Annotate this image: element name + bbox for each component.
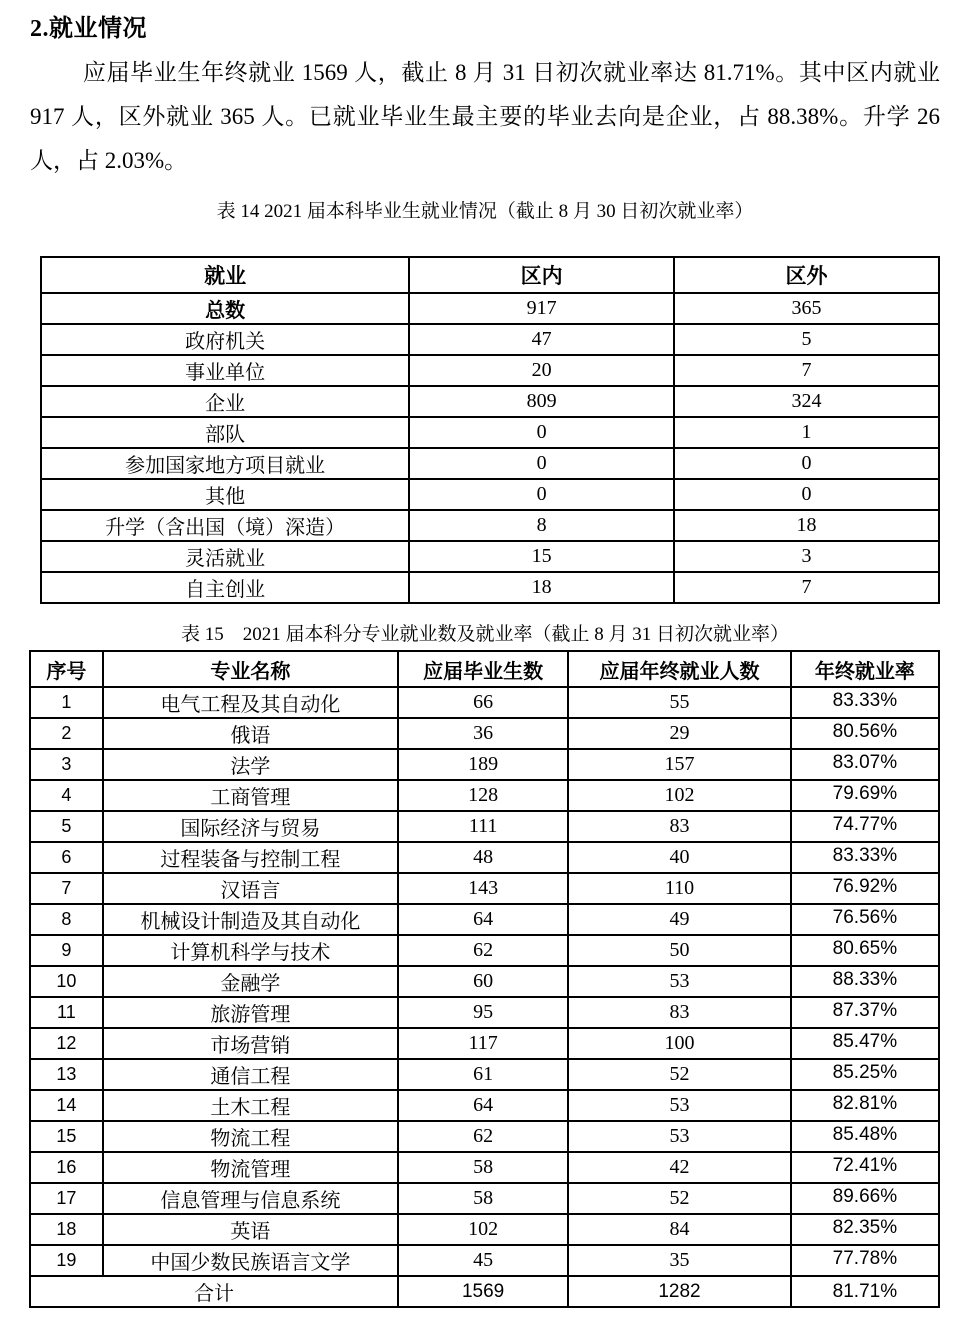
- table15-no-cell: 10: [30, 966, 103, 997]
- table15-total-rate-cell: 81.71%: [791, 1276, 939, 1307]
- table15-major-cell: 计算机科学与技术: [103, 935, 398, 966]
- table15-row: [30, 718, 939, 749]
- table15-no-cell: 5: [30, 811, 103, 842]
- table15-caption: 表 15 2021 届本科分专业就业数及就业率（截止 8 月 31 日初次就业率）: [180, 624, 789, 645]
- table15-employed-cell: 55: [568, 687, 791, 718]
- table15-rate-cell: 82.81%: [791, 1090, 939, 1121]
- table14-inside-value-cell: 0: [409, 417, 674, 448]
- table15-row: [30, 1121, 939, 1152]
- table15-employed-cell: 29: [568, 718, 791, 749]
- table15-row: [30, 1245, 939, 1276]
- table15-row: [30, 1152, 939, 1183]
- table14-outside-value-cell: 324: [674, 386, 939, 417]
- table15-employed-cell: 49: [568, 904, 791, 935]
- table15-major-cell: 通信工程: [103, 1059, 398, 1090]
- table14-outside-value-cell: 7: [674, 572, 939, 603]
- table14-row: [41, 572, 939, 603]
- table15-graduates-cell: 45: [398, 1245, 568, 1276]
- table14-category-cell: 政府机关: [41, 324, 409, 355]
- table14-inside-value-cell: 0: [409, 448, 674, 479]
- table15-row: [30, 749, 939, 780]
- table15-major-cell: 中国少数民族语言文学: [103, 1245, 398, 1276]
- table15-graduates-cell: 117: [398, 1028, 568, 1059]
- table15-major-cell: 土木工程: [103, 1090, 398, 1121]
- table15-no-cell: 8: [30, 904, 103, 935]
- table14-row: [41, 386, 939, 417]
- employment-summary-paragraph: 应届毕业生年终就业 1569 人，截止 8 月 31 日初次就业率达 81.71%。其中区内就业 917 人，区外就业 365 人。已就业毕业生最主要的毕业去向是企业，占 88.38%。升学 26 人，占 2.03%。: [30, 60, 940, 173]
- table15-major-cell: 物流工程: [103, 1121, 398, 1152]
- table15-no-cell: 7: [30, 873, 103, 904]
- table15-major-cell: 过程装备与控制工程: [103, 842, 398, 873]
- table14-category-cell: 参加国家地方项目就业: [41, 448, 409, 479]
- table14-row: [41, 510, 939, 541]
- table15-no-cell: 9: [30, 935, 103, 966]
- table15-row: [30, 904, 939, 935]
- table15-employed-cell: 83: [568, 997, 791, 1028]
- table14-outside-value-cell: 7: [674, 355, 939, 386]
- table15-no-cell: 3: [30, 749, 103, 780]
- table15-graduates-cell: 128: [398, 780, 568, 811]
- table15-graduates-cell: 36: [398, 718, 568, 749]
- table15-graduates-cell: 61: [398, 1059, 568, 1090]
- table15-employed-cell: 35: [568, 1245, 791, 1276]
- table14-outside-value-cell: 365: [674, 293, 939, 324]
- table14-outside-value-cell: 1: [674, 417, 939, 448]
- table15-no-cell: 6: [30, 842, 103, 873]
- table14-row: [41, 293, 939, 324]
- table15-graduates-cell: 58: [398, 1183, 568, 1214]
- table15-total-label-cell: 合计: [30, 1276, 398, 1307]
- table15-row: [30, 780, 939, 811]
- table14-category-cell: 升学（含出国（境）深造）: [41, 510, 409, 541]
- table15-rate-cell: 85.47%: [791, 1028, 939, 1059]
- table15-employed-cell: 53: [568, 1090, 791, 1121]
- table15-rate-cell: 83.33%: [791, 842, 939, 873]
- table14-header-inside-region: 区内: [409, 257, 674, 293]
- table15-total-graduates-cell: 1569: [398, 1276, 568, 1307]
- table15-rate-cell: 88.33%: [791, 966, 939, 997]
- table15-employed-cell: 50: [568, 935, 791, 966]
- table14-category-cell: 总数: [41, 293, 409, 324]
- table14-outside-value-cell: 0: [674, 479, 939, 510]
- table15-total-employed-cell: 1282: [568, 1276, 791, 1307]
- table14-row: [41, 541, 939, 572]
- table15-major-cell: 市场营销: [103, 1028, 398, 1059]
- table15-major-cell: 物流管理: [103, 1152, 398, 1183]
- table14-inside-value-cell: 8: [409, 510, 674, 541]
- table15-row: [30, 966, 939, 997]
- table14-inside-value-cell: 917: [409, 293, 674, 324]
- table14-inside-value-cell: 809: [409, 386, 674, 417]
- table15-no-cell: 4: [30, 780, 103, 811]
- section-heading: 2.就业情况: [30, 16, 147, 42]
- table14-category-cell: 部队: [41, 417, 409, 448]
- table15-rate-cell: 79.69%: [791, 780, 939, 811]
- table15-rate-cell: 82.35%: [791, 1214, 939, 1245]
- table15-graduates-cell: 189: [398, 749, 568, 780]
- table15-employed-cell: 40: [568, 842, 791, 873]
- table15-graduates-cell: 95: [398, 997, 568, 1028]
- table15-row: [30, 873, 939, 904]
- table14-header-outside-region: 区外: [674, 257, 939, 293]
- table15-rate-cell: 74.77%: [791, 811, 939, 842]
- table14-row: [41, 324, 939, 355]
- table15-rate-cell: 85.25%: [791, 1059, 939, 1090]
- table14-row: [41, 479, 939, 510]
- table15-employment-by-major: [29, 650, 940, 1308]
- table15-major-cell: 英语: [103, 1214, 398, 1245]
- table15-no-cell: 11: [30, 997, 103, 1028]
- table15-graduates-cell: 64: [398, 904, 568, 935]
- table15-no-cell: 1: [30, 687, 103, 718]
- table15-employed-cell: 84: [568, 1214, 791, 1245]
- table15-rate-cell: 83.07%: [791, 749, 939, 780]
- table15-employed-cell: 83: [568, 811, 791, 842]
- table15-row: [30, 1059, 939, 1090]
- table15-no-cell: 17: [30, 1183, 103, 1214]
- table14-body: [41, 293, 939, 603]
- table15-no-cell: 13: [30, 1059, 103, 1090]
- table15-employed-cell: 52: [568, 1059, 791, 1090]
- table15-header-major: 专业名称: [103, 651, 398, 687]
- table15-rate-cell: 80.56%: [791, 718, 939, 749]
- table15-employed-cell: 42: [568, 1152, 791, 1183]
- table14-inside-value-cell: 15: [409, 541, 674, 572]
- table14-caption: 表 14 2021 届本科毕业生就业情况（截止 8 月 30 日初次就业率）: [216, 201, 754, 222]
- table14-row: [41, 448, 939, 479]
- table15-row: [30, 997, 939, 1028]
- table15-graduates-cell: 60: [398, 966, 568, 997]
- table15-graduates-cell: 143: [398, 873, 568, 904]
- table15-graduates-cell: 111: [398, 811, 568, 842]
- table14-category-cell: 自主创业: [41, 572, 409, 603]
- table15-rate-cell: 76.92%: [791, 873, 939, 904]
- table14-inside-value-cell: 20: [409, 355, 674, 386]
- table15-graduates-cell: 64: [398, 1090, 568, 1121]
- table14-outside-value-cell: 3: [674, 541, 939, 572]
- table15-rate-cell: 87.37%: [791, 997, 939, 1028]
- table15-employed-cell: 157: [568, 749, 791, 780]
- table15-header-employed: 应届年终就业人数: [568, 651, 791, 687]
- table15-rate-cell: 76.56%: [791, 904, 939, 935]
- table15-rate-cell: 85.48%: [791, 1121, 939, 1152]
- table15-header-no: 序号: [30, 651, 103, 687]
- table15-employed-cell: 52: [568, 1183, 791, 1214]
- table15-no-cell: 12: [30, 1028, 103, 1059]
- table15-row: [30, 1183, 939, 1214]
- table15-employed-cell: 102: [568, 780, 791, 811]
- table15-graduates-cell: 62: [398, 1121, 568, 1152]
- table14-header-category: 就业: [41, 257, 409, 293]
- table15-no-cell: 2: [30, 718, 103, 749]
- table15-row: [30, 1214, 939, 1245]
- table15-graduates-cell: 62: [398, 935, 568, 966]
- table15-row: [30, 811, 939, 842]
- table15-rate-cell: 89.66%: [791, 1183, 939, 1214]
- table15-header-rate: 年终就业率: [791, 651, 939, 687]
- table15-employed-cell: 53: [568, 1121, 791, 1152]
- table14-header-row: [41, 257, 939, 293]
- table15-major-cell: 信息管理与信息系统: [103, 1183, 398, 1214]
- table14-row: [41, 355, 939, 386]
- table15-graduates-cell: 102: [398, 1214, 568, 1245]
- table15-graduates-cell: 58: [398, 1152, 568, 1183]
- table15-no-cell: 15: [30, 1121, 103, 1152]
- table15-employed-cell: 53: [568, 966, 791, 997]
- table14-row: [41, 417, 939, 448]
- table15-rate-cell: 80.65%: [791, 935, 939, 966]
- table15-major-cell: 国际经济与贸易: [103, 811, 398, 842]
- table15-major-cell: 机械设计制造及其自动化: [103, 904, 398, 935]
- table15-no-cell: 14: [30, 1090, 103, 1121]
- table15-employed-cell: 110: [568, 873, 791, 904]
- table15-employed-cell: 100: [568, 1028, 791, 1059]
- table15-major-cell: 电气工程及其自动化: [103, 687, 398, 718]
- table15-major-cell: 汉语言: [103, 873, 398, 904]
- table14-outside-value-cell: 18: [674, 510, 939, 541]
- table14-inside-value-cell: 18: [409, 572, 674, 603]
- table15-major-cell: 俄语: [103, 718, 398, 749]
- table15-header-row: [30, 651, 939, 687]
- table15-no-cell: 18: [30, 1214, 103, 1245]
- table15-row: [30, 935, 939, 966]
- table14-outside-value-cell: 5: [674, 324, 939, 355]
- table15-graduates-cell: 48: [398, 842, 568, 873]
- table14-category-cell: 灵活就业: [41, 541, 409, 572]
- table14-outside-value-cell: 0: [674, 448, 939, 479]
- table14-inside-value-cell: 0: [409, 479, 674, 510]
- table15-major-cell: 旅游管理: [103, 997, 398, 1028]
- table15-rate-cell: 83.33%: [791, 687, 939, 718]
- table14-category-cell: 事业单位: [41, 355, 409, 386]
- table15-major-cell: 金融学: [103, 966, 398, 997]
- table14-inside-value-cell: 47: [409, 324, 674, 355]
- table15-row: [30, 1090, 939, 1121]
- table15-major-cell: 法学: [103, 749, 398, 780]
- table15-rate-cell: 72.41%: [791, 1152, 939, 1183]
- table15-total-row: [30, 1276, 939, 1307]
- table15-no-cell: 16: [30, 1152, 103, 1183]
- table14-category-cell: 其他: [41, 479, 409, 510]
- table15-header-graduates: 应届毕业生数: [398, 651, 568, 687]
- table15-row: [30, 842, 939, 873]
- table15-body: [30, 687, 939, 1276]
- table15-major-cell: 工商管理: [103, 780, 398, 811]
- table15-rate-cell: 77.78%: [791, 1245, 939, 1276]
- table14-employment-by-region: [40, 256, 940, 604]
- table15-no-cell: 19: [30, 1245, 103, 1276]
- table15-graduates-cell: 66: [398, 687, 568, 718]
- table15-row: [30, 1028, 939, 1059]
- table15-row: [30, 687, 939, 718]
- table14-category-cell: 企业: [41, 386, 409, 417]
